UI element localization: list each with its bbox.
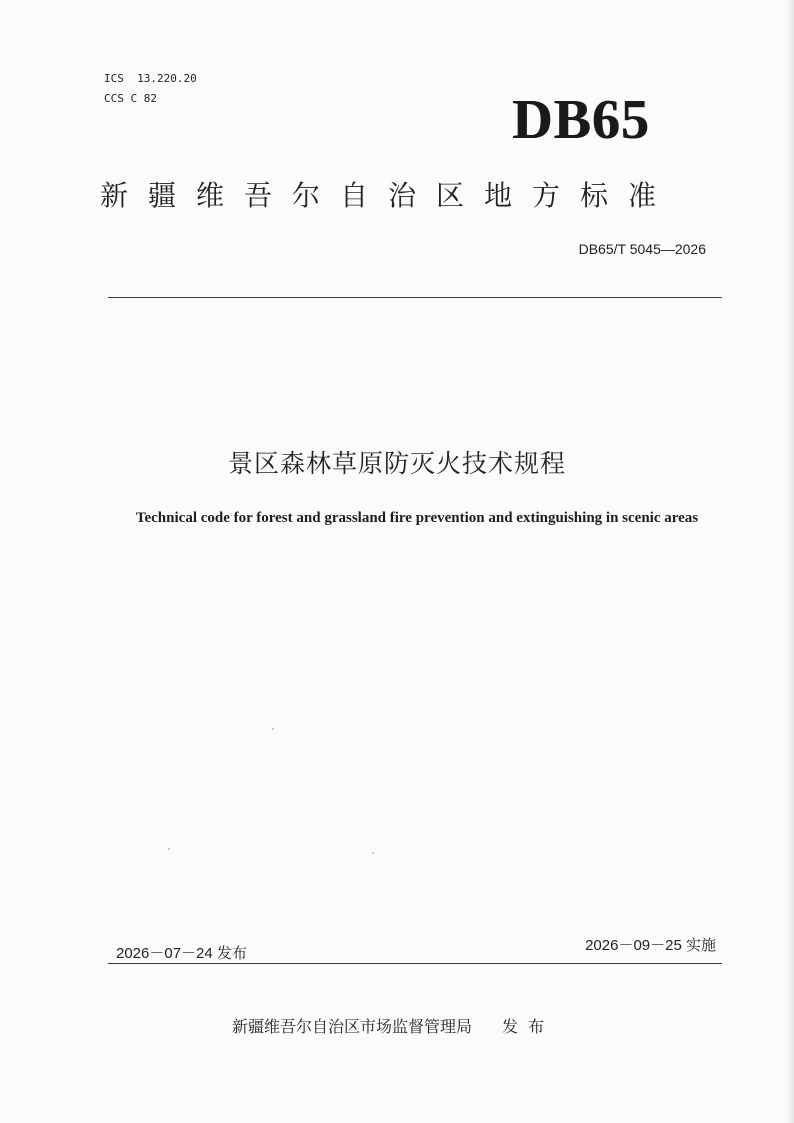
publish-action: 发布 bbox=[502, 1017, 555, 1036]
ics-code: ICS 13.220.20 bbox=[104, 72, 197, 85]
scan-speck bbox=[168, 848, 170, 850]
standard-type-heading: 新疆维吾尔自治区地方标准 bbox=[100, 179, 677, 212]
scan-speck bbox=[272, 728, 274, 730]
implementation-date: 2026－09－25 实施 bbox=[585, 937, 716, 954]
page-edge-shadow bbox=[786, 0, 794, 1123]
db65-logo: DB65 bbox=[512, 89, 650, 151]
standard-number: DB65/T 5045—2026 bbox=[578, 241, 706, 257]
bottom-divider bbox=[108, 963, 722, 964]
chinese-title: 景区森林草原防灭火技术规程 bbox=[227, 449, 566, 478]
publisher-line bbox=[232, 1016, 554, 1038]
scan-speck bbox=[372, 852, 374, 854]
english-title: Technical code for forest and grassland fire prevention and extinguishing in scenic areas bbox=[135, 510, 699, 526]
ccs-code: CCS C 82 bbox=[104, 92, 157, 105]
release-date: 2026－07－24 发布 bbox=[116, 945, 247, 962]
top-divider bbox=[108, 297, 722, 298]
publisher-name: 新疆维吾尔自治区市场监督管理局 bbox=[232, 1017, 473, 1036]
